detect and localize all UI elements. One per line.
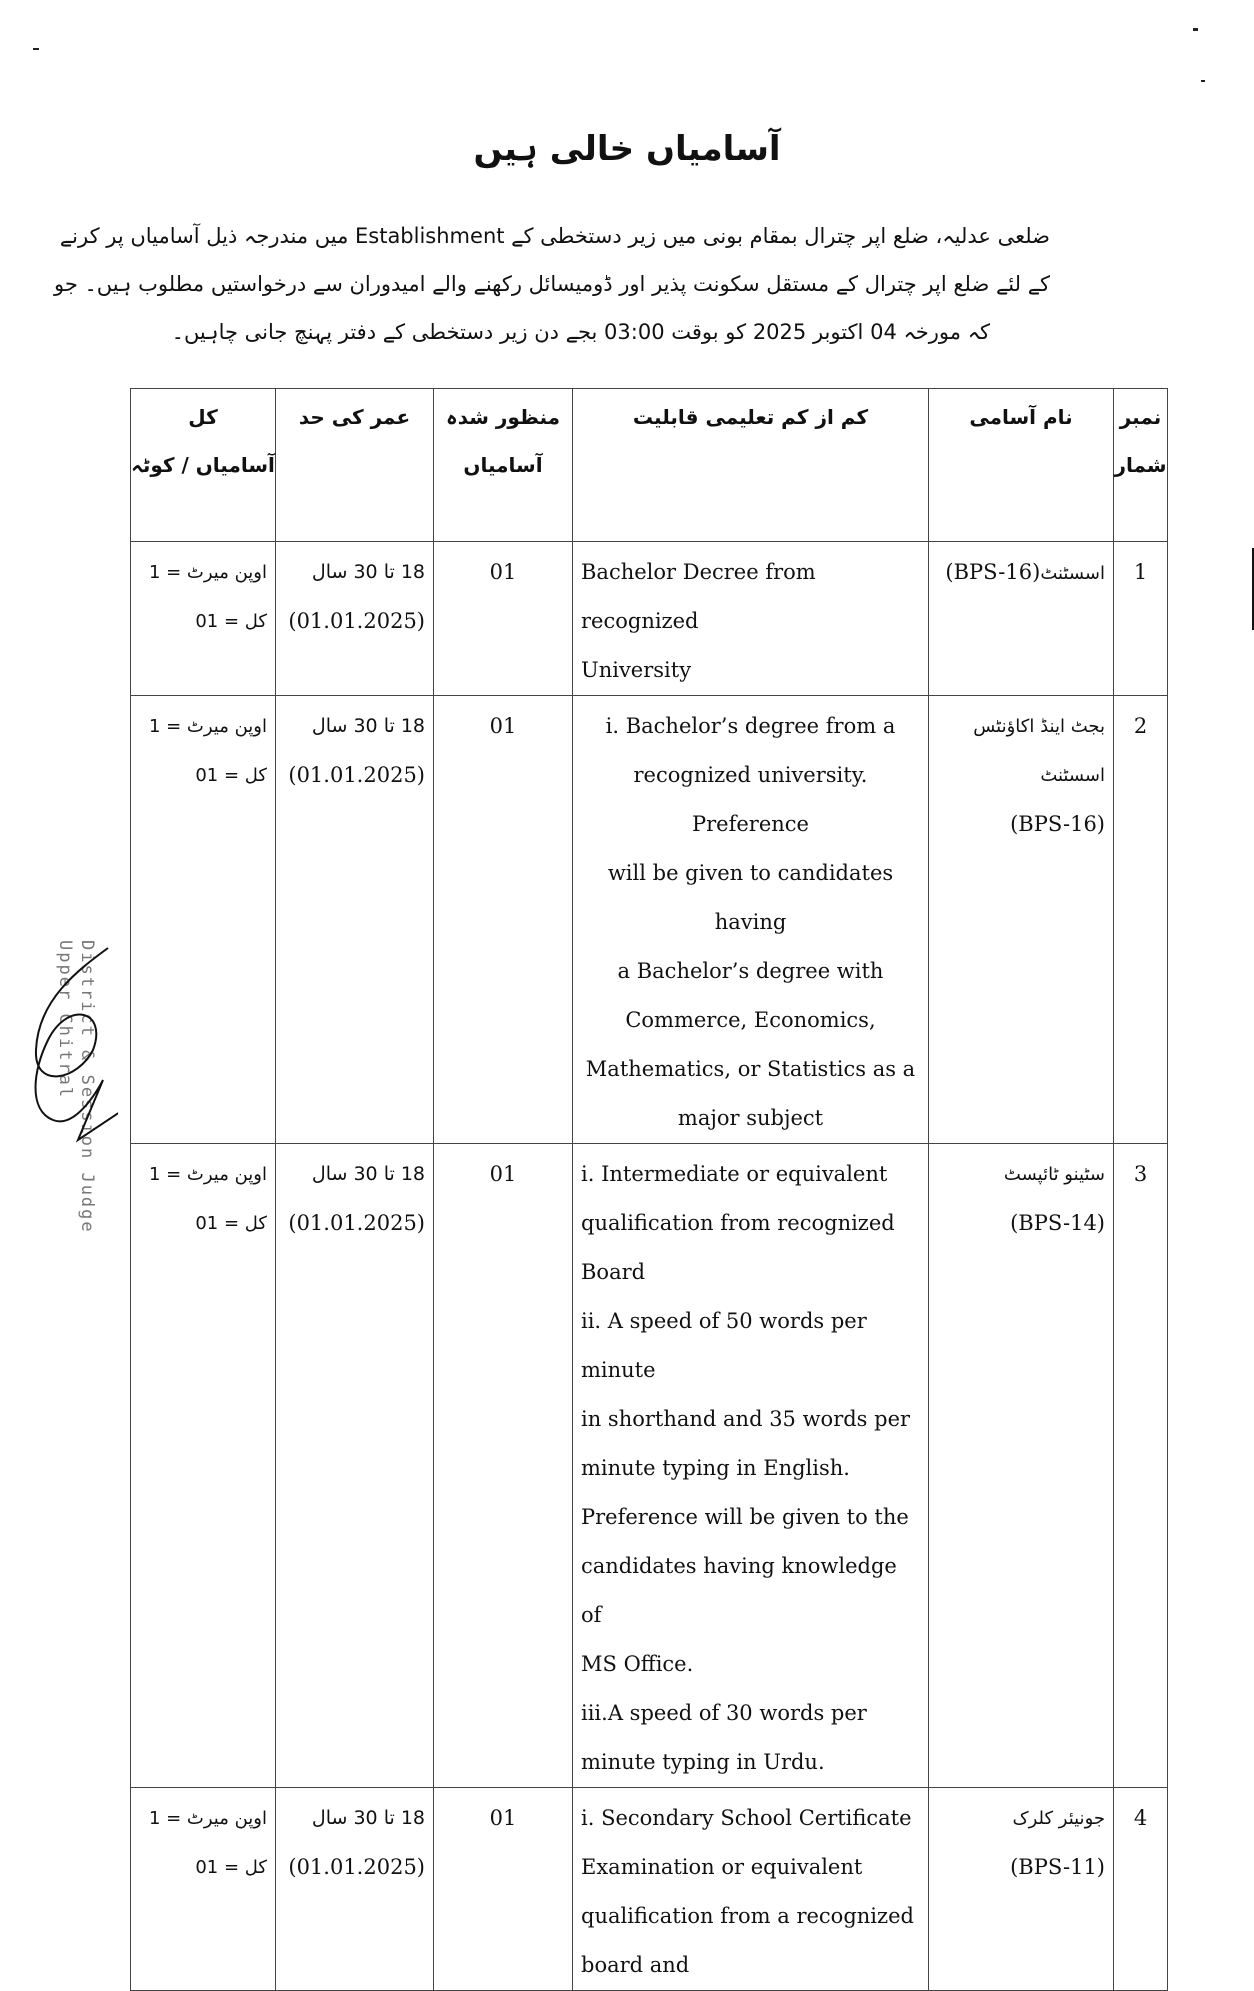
scan-speck [1201, 80, 1205, 82]
scan-speck [33, 48, 39, 50]
age-cell: 18 تا 30 سال (01.01.2025) [276, 696, 434, 1144]
post-name-cell: سٹینو ٹائپسٹ (BPS-14) [929, 1144, 1114, 1788]
post-name-cell: جونیئر کلرک (BPS-11) [929, 1788, 1114, 1991]
serial-cell: 2 [1114, 696, 1168, 1144]
age-cell: 18 تا 30 سال (01.01.2025) [276, 1144, 434, 1788]
quota-cell: اوپن میرٹ = 1 کل = 01 [131, 542, 276, 696]
qualification-cell: Bachelor Decree from recognized University [573, 542, 929, 696]
intro-line-1: ضلعی عدلیہ، ضلع اپر چترال بمقام بونی میں زیر دستخطی کے Establishment میں مندرجہ ذیل آسامیاں پر کرنے [59, 224, 1050, 248]
table-row [131, 696, 1168, 1144]
sanctioned-cell: 01 [434, 1144, 573, 1788]
official-stamp [18, 940, 98, 1260]
stamp-text: District & Session Judge Upper Chitral [55, 940, 97, 1234]
header-age-limit: عمر کی حد [276, 389, 434, 542]
header-total-quota: کل آسامیاں / کوٹہ [131, 389, 276, 542]
signature-icon [8, 940, 118, 1260]
header-sanctioned-posts: منظور شدہ آسامیاں [434, 389, 573, 542]
age-cell: 18 تا 30 سال (01.01.2025) [276, 542, 434, 696]
post-name-cell: بجٹ اینڈ اکاؤنٹس اسسٹنٹ (BPS-16) [929, 696, 1114, 1144]
table-row [131, 1788, 1168, 1991]
qualification-cell: i. Intermediate or equivalent qualification from recognized Board ii. A speed of 50 words per minute in shorthand and 35 words per minute typing in English. Preference will be given to the candidates having knowledge of MS Office. iii.A speed of 30 words per minute typing in Urdu. [573, 1144, 929, 1788]
sanctioned-cell: 01 [434, 696, 573, 1144]
vacancies-table [130, 388, 1168, 1991]
page-title: آسامیاں خالی ہیں [473, 129, 781, 169]
serial-cell: 4 [1114, 1788, 1168, 1991]
table-row [131, 542, 1168, 696]
header-qualification: کم از کم تعلیمی قابلیت [573, 389, 929, 542]
intro-line-2: کے لئے ضلع اپر چترال کے مستقل سکونت پذیر اور ڈومیسائل رکھنے والے امیدوران سے درخواستیں مطلوب ہیں۔ جو [54, 272, 1050, 296]
sanctioned-cell: 01 [434, 542, 573, 696]
header-serial-number: نمبر شمار [1114, 389, 1168, 542]
sanctioned-cell: 01 [434, 1788, 573, 1991]
qualification-cell: i. Secondary School Certificate Examination or equivalent qualification from a recognized board and [573, 1788, 929, 1991]
intro-line-3: کہ مورخہ 04 اکتوبر 2025 کو بوقت 03:00 بجے دن زیر دستخطی کے دفتر پہنچ جانی چاہیں۔ [171, 320, 990, 344]
table-header-row [131, 389, 1168, 542]
serial-cell: 3 [1114, 1144, 1168, 1788]
quota-cell: اوپن میرٹ = 1 کل = 01 [131, 1144, 276, 1788]
header-post-name: نام آسامی [929, 389, 1114, 542]
quota-cell: اوپن میرٹ = 1 کل = 01 [131, 1788, 276, 1991]
post-name-cell: اسسٹنٹ(BPS-16) [929, 542, 1114, 696]
quota-cell: اوپن میرٹ = 1 کل = 01 [131, 696, 276, 1144]
scan-speck [1193, 28, 1198, 31]
intro-paragraph [54, 212, 1050, 356]
qualification-cell: i. Bachelor’s degree from a recognized university. Preference will be given to candidates having a Bachelor’s degree with Commerce, Economics, Mathematics, or Statistics as a major subject [573, 696, 929, 1144]
age-cell: 18 تا 30 سال (01.01.2025) [276, 1788, 434, 1991]
table-row [131, 1144, 1168, 1788]
serial-cell: 1 [1114, 542, 1168, 696]
